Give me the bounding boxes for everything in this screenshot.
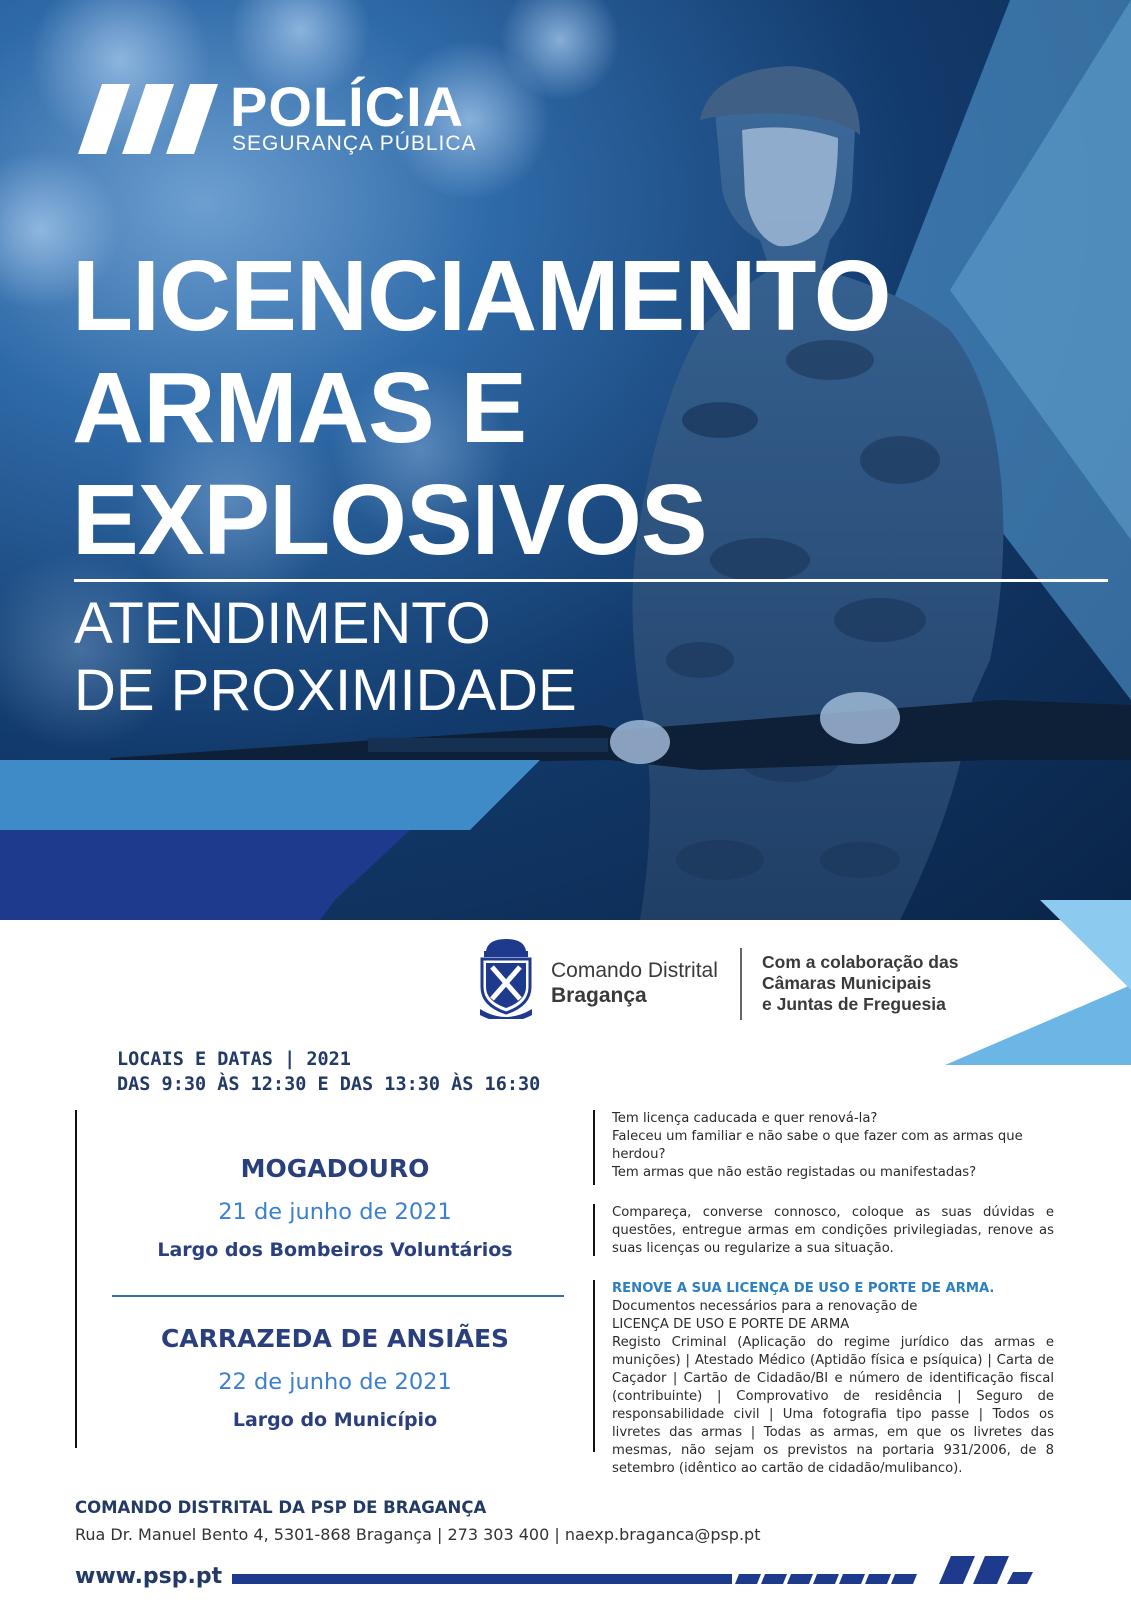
psp-slashes-icon — [78, 84, 218, 154]
subheadline-line-1: ATENDIMENTO — [74, 591, 491, 656]
schedule-header — [117, 1047, 540, 1097]
headline-line-1: LICENCIAMENTO — [72, 240, 891, 352]
collab-line-1: Com a colaboração das — [762, 952, 959, 972]
footer-slashes-icon — [735, 1554, 1035, 1588]
question-2: Faleceu um familiar e não sabe o que fazer com as armas que herdou? — [612, 1129, 1023, 1162]
brand-subtitle: SEGURANÇA PÚBLICA — [232, 132, 477, 155]
org-line-2: Bragança — [551, 984, 647, 1007]
headline-line-3: EXPLOSIVOS — [72, 464, 707, 576]
psp-logo — [78, 75, 498, 168]
org-line-1: Comando Distrital — [551, 959, 718, 982]
info-rule-1 — [593, 1110, 595, 1185]
docs-intro-line-2: LICENÇA DE USO E PORTE DE ARMA — [612, 1317, 850, 1332]
docs-intro-line-1: Documentos necessários para a renovação de — [612, 1299, 918, 1314]
locations-divider — [112, 1295, 564, 1297]
location-place: Largo do Município — [232, 1409, 438, 1431]
subheadline-line-2: DE PROXIMIDADE — [74, 658, 577, 723]
footer-title: COMANDO DISTRITAL DA PSP DE BRAGANÇA — [75, 1498, 487, 1517]
location-place: Largo dos Bombeiros Voluntários — [157, 1239, 513, 1261]
location-date: 22 de junho de 2021 — [218, 1369, 452, 1395]
collab-line-2: Câmaras Municipais — [762, 973, 932, 993]
location-carrazeda — [90, 1323, 580, 1433]
collaboration-label — [762, 952, 958, 1015]
footer-bar — [232, 1574, 732, 1584]
location-town: MOGADOURO — [240, 1154, 430, 1183]
question-3: Tem armas que não estão registadas ou manifestadas? — [612, 1165, 977, 1180]
headline-line-2: ARMAS E — [72, 352, 527, 464]
location-mogadouro — [90, 1153, 580, 1263]
footer-address: Rua Dr. Manuel Bento 4, 5301-868 Bragança | 273 303 400 | naexp.braganca@psp.pt — [75, 1525, 761, 1544]
decorative-triangle — [945, 985, 1131, 1065]
info-questions — [612, 1110, 1054, 1182]
info-rule-3 — [593, 1280, 595, 1452]
info-renew — [612, 1280, 1054, 1478]
footer-url-link[interactable]: www.psp.pt — [75, 1564, 223, 1589]
partner-divider — [740, 948, 742, 1020]
question-1: Tem licença caducada e quer renová-la? — [612, 1111, 878, 1126]
comando-crest-icon — [478, 935, 534, 1019]
schedule-header-line-2: DAS 9:30 ÀS 12:30 E DAS 13:30 ÀS 16:30 — [117, 1074, 541, 1095]
info-invite — [612, 1204, 1054, 1258]
invite-text: Compareça, converse connosco, coloque as suas dúvidas e questões, entregue armas em condições privilegiadas, renove as suas licenças ou regularize a sua situação. — [612, 1205, 1054, 1256]
hero-divider — [74, 579, 1108, 582]
renew-title: RENOVE A SUA LICENÇA DE USO E PORTE DE ARMA. — [612, 1281, 995, 1296]
brand-name: POLÍCIA — [230, 75, 465, 138]
headline — [72, 240, 891, 576]
schedule-header-line-1: LOCAIS E DATAS | 2021 — [117, 1049, 351, 1070]
info-rule-2 — [593, 1204, 595, 1256]
decorative-triangle-top — [1000, 900, 1131, 990]
locations-rule — [75, 1110, 77, 1448]
subheadline — [74, 590, 577, 724]
comando-distrital-label — [551, 958, 718, 1008]
location-date: 21 de junho de 2021 — [218, 1199, 452, 1225]
location-town: CARRAZEDA DE ANSIÃES — [160, 1324, 510, 1353]
docs-list: Registo Criminal (Aplicação do regime jurídico das armas e munições) | Atestado Médico (Aptidão física e psíquica) | Carta de Caçador | Cartão de Cidadão/BI e número de identificação fiscal (contribuinte) | Comprovativo de residência | Seguro de responsabilidade civil | Uma fotografia tipo passe | Todos os livretes das armas | Todas as armas, em que os livretes das mesmas, não sejam os previstos na portaria 931/2006, de 8 setembro (idêntico ao cartão de cidadão/mulibanco). — [612, 1335, 1054, 1476]
collab-line-3: e Juntas de Freguesia — [762, 994, 946, 1014]
